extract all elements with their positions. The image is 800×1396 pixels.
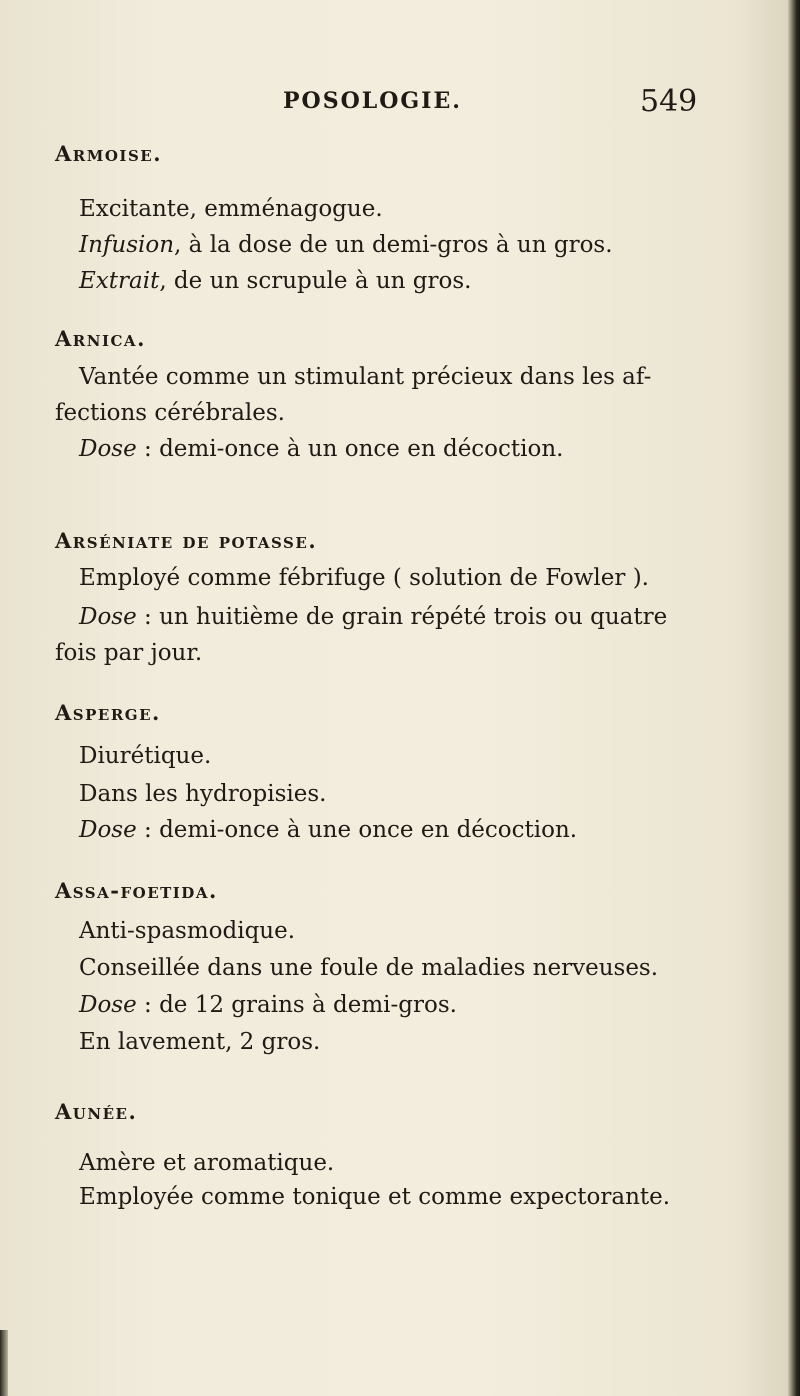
entry-title: Aunée.	[55, 1099, 138, 1124]
line-text: Dans les hydropisies.	[79, 781, 327, 807]
line-text: Employé comme fébrifuge ( solution de Fowler ).	[79, 565, 649, 591]
line-text: Anti-spasmodique.	[79, 918, 296, 944]
page-number: 549	[640, 84, 698, 119]
text-line	[55, 640, 202, 666]
line-text: : de 12 grains à demi-gros.	[136, 992, 457, 1018]
line-text: fections cérébrales.	[55, 400, 285, 426]
entry-title: Asperge.	[55, 700, 161, 725]
line-label: Dose	[79, 817, 137, 843]
line-text: : un huitième de grain répété trois ou quatre	[136, 604, 668, 630]
entry-title: Arnica.	[55, 326, 146, 351]
line-text: En lavement, 2 gros.	[79, 1029, 321, 1055]
line-text: Amère et aromatique.	[79, 1150, 335, 1176]
text-line	[79, 364, 651, 390]
text-line	[55, 400, 285, 426]
line-text: , de un scrupule à un gros.	[159, 268, 472, 294]
text-line	[79, 232, 613, 258]
line-label: Dose	[79, 992, 137, 1018]
line-text: Diurétique.	[79, 743, 212, 769]
line-text: Conseillée dans une foule de maladies nerveuses.	[79, 955, 659, 981]
entry-title: Assa-foetida.	[55, 878, 218, 903]
page-edge-shadow-left	[0, 1330, 8, 1396]
line-text: Vantée comme un stimulant précieux dans les af-	[79, 364, 652, 390]
text-line	[79, 436, 563, 462]
text-line	[79, 1029, 320, 1055]
entry-title: Armoise.	[55, 141, 163, 166]
line-text: , à la dose de un demi-gros à un gros.	[174, 232, 613, 258]
text-line	[79, 604, 667, 630]
line-label: Dose	[79, 604, 137, 630]
line-text: Excitante, emménagogue.	[79, 196, 383, 222]
text-line	[79, 817, 577, 843]
line-text: Employée comme tonique et comme expectorante.	[79, 1184, 671, 1210]
running-title: POSOLOGIE.	[283, 88, 462, 114]
text-line	[79, 196, 383, 222]
text-line	[79, 268, 471, 294]
line-label: Extrait	[79, 268, 160, 294]
text-line	[79, 781, 327, 807]
entry-title: Arséniate de potasse.	[55, 528, 318, 553]
page-edge-shadow	[788, 0, 800, 1396]
line-text: fois par jour.	[55, 640, 203, 666]
line-label: Infusion	[79, 232, 175, 258]
line-text: : demi-once à un once en décoction.	[136, 436, 564, 462]
text-line	[79, 955, 658, 981]
text-line	[79, 743, 211, 769]
text-line	[79, 565, 649, 591]
page-header	[0, 84, 800, 124]
line-text: : demi-once à une once en décoction.	[136, 817, 578, 843]
text-line	[79, 918, 295, 944]
text-line	[79, 1150, 334, 1176]
text-line	[79, 992, 457, 1018]
text-line	[79, 1184, 670, 1210]
line-label: Dose	[79, 436, 137, 462]
